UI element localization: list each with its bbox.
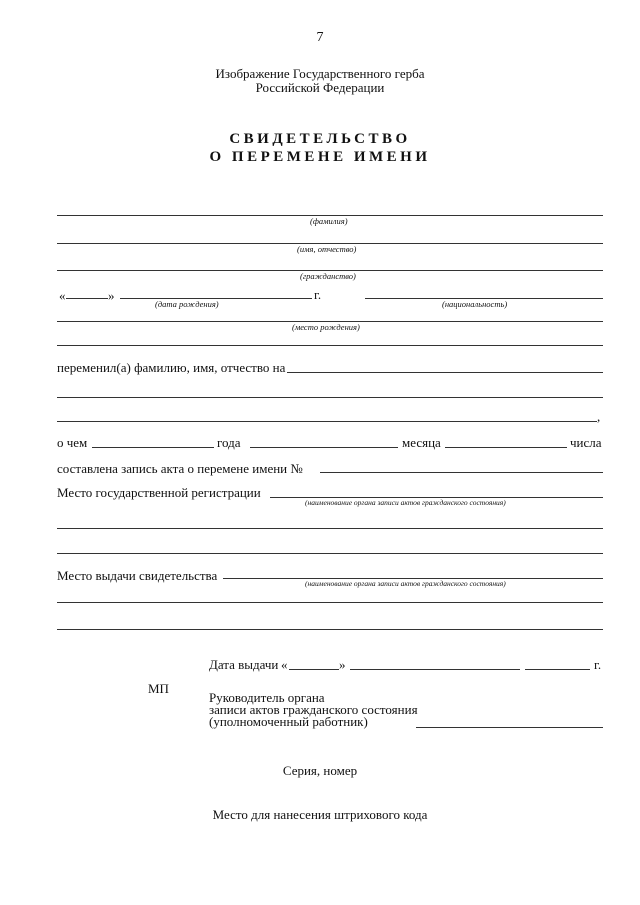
record-label: составлена запись акта о перемене имени № (57, 461, 303, 476)
signature-field[interactable] (416, 727, 603, 728)
series-number: Серия, номер (282, 763, 358, 778)
stamp-place: МП (148, 681, 169, 696)
birth-place-caption: (место рождения) (292, 322, 360, 332)
issue-year-field[interactable] (525, 669, 590, 670)
day-label: числа (570, 435, 602, 450)
reg-place-field-3[interactable] (57, 553, 603, 554)
changed-label: переменил(а) фамилию, имя, отчество на (57, 360, 286, 375)
emblem-caption-2: Российской Федерации (255, 80, 385, 95)
reg-place-caption: (наименование органа записи актов гражданского состояния) (305, 498, 506, 507)
issue-day-field[interactable] (289, 669, 339, 670)
new-name-field-2[interactable] (57, 397, 603, 398)
name-caption: (имя, отчество) (297, 244, 357, 254)
title-line-2: О ПЕРЕМЕНЕ ИМЕНИ (209, 149, 431, 165)
issue-quote-close: » (339, 657, 346, 672)
quote-close: » (108, 288, 115, 303)
surname-caption: (фамилия) (310, 216, 348, 226)
issue-place-field-2[interactable] (57, 602, 603, 603)
comma: , (597, 409, 601, 424)
reg-place-label: Место государственной регистрации (57, 485, 261, 500)
page-number: 7 (316, 30, 324, 45)
reg-place-field-2[interactable] (57, 528, 603, 529)
issue-year-abbr: г. (594, 657, 602, 672)
issue-place-field-3[interactable] (57, 629, 603, 630)
record-number-field[interactable] (320, 472, 603, 473)
issue-place-label: Место выдачи свидетельства (57, 568, 218, 583)
quote-open: « (59, 288, 66, 303)
month-label: месяца (402, 435, 441, 450)
barcode-place: Место для нанесения штрихового кода (212, 807, 428, 822)
nationality-caption: (национальность) (442, 299, 508, 309)
record-day-field[interactable] (445, 447, 567, 448)
new-name-field-3[interactable] (57, 421, 597, 422)
emblem-caption-1: Изображение Государственного герба (215, 66, 425, 81)
issue-quote-open: « (281, 657, 288, 672)
year-abbr: г. (314, 287, 322, 302)
head-label-2: записи актов гражданского состояния (209, 702, 418, 717)
issue-month-field[interactable] (350, 669, 520, 670)
head-label-3: (уполномоченный работник) (209, 714, 368, 729)
issue-date-label: Дата выдачи (209, 657, 279, 672)
birth-place-field-2[interactable] (57, 345, 603, 346)
new-name-field[interactable] (287, 372, 603, 373)
issue-place-caption: (наименование органа записи актов гражданского состояния) (305, 579, 506, 588)
record-month-field[interactable] (250, 447, 398, 448)
head-label-1: Руководитель органа (209, 690, 325, 705)
year-label: года (217, 435, 241, 450)
birth-date-caption: (дата рождения) (155, 299, 219, 309)
birth-day-field[interactable] (66, 298, 108, 299)
record-year-field[interactable] (92, 447, 214, 448)
about-label: о чем (57, 435, 88, 450)
citizenship-caption: (гражданство) (300, 271, 356, 281)
title-line-1: СВИДЕТЕЛЬСТВО (229, 131, 411, 147)
